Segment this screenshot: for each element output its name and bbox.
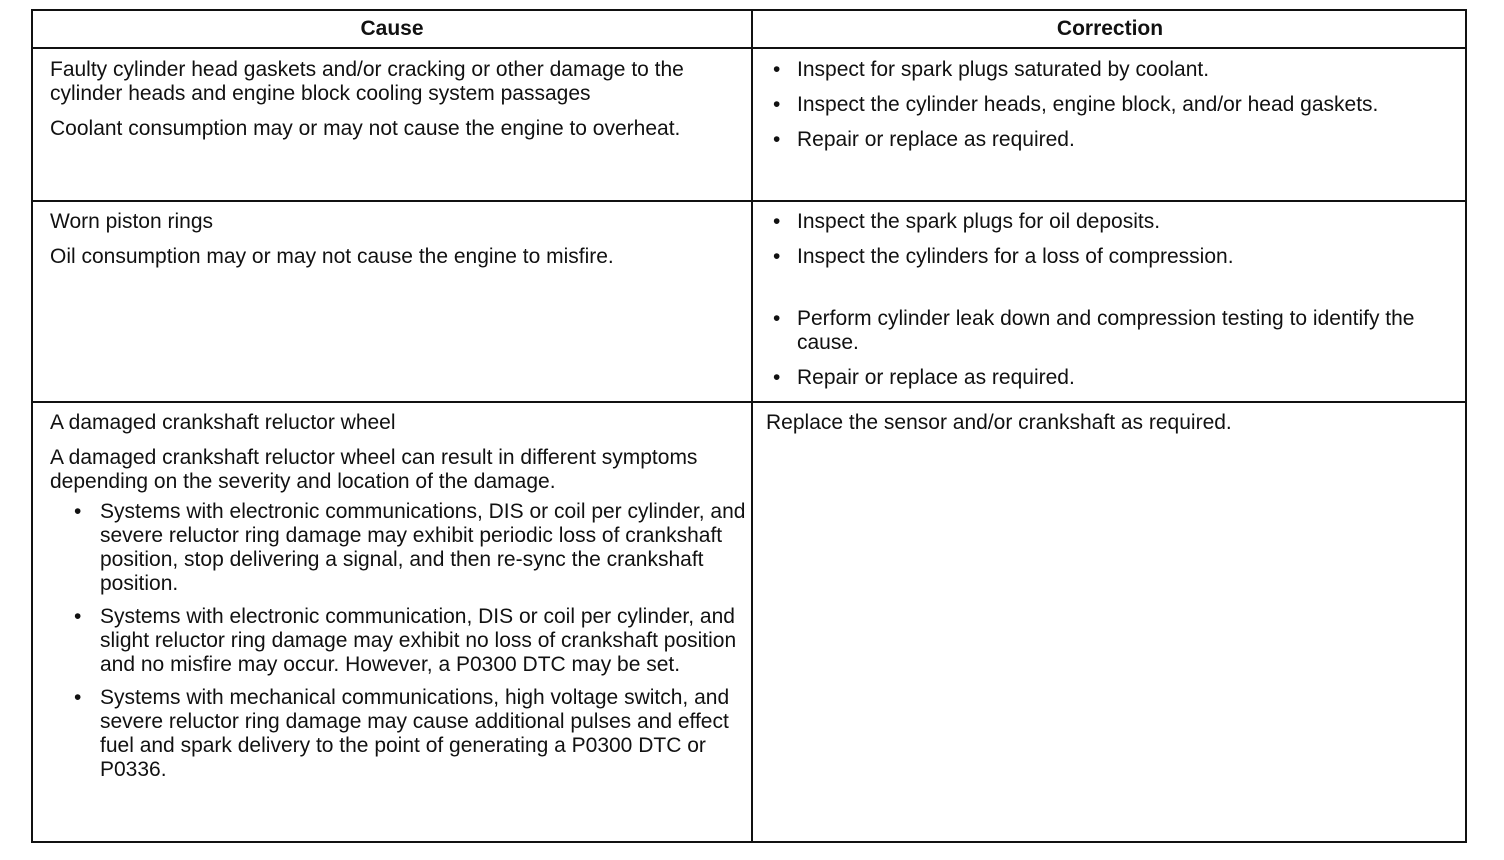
correction-item: • Repair or replace as required. <box>753 128 1433 152</box>
correction-item: • Inspect the spark plugs for oil deposits. <box>753 210 1433 234</box>
cause-text: Worn piston rings <box>50 210 214 233</box>
cause-text: Faulty cylinder head gaskets and/or cracking or other damage to the cylinder heads and engine block cooling system passages <box>50 58 684 105</box>
row-1-cause <box>50 58 750 152</box>
diagnostic-table <box>31 9 1467 843</box>
correction-text: Replace the sensor and/or crankshaft as required. <box>766 411 1232 434</box>
cause-note: A damaged crankshaft reluctor wheel can result in different symptoms depending on the severity and location of the damage. <box>50 446 698 493</box>
cause-header: Cause <box>360 17 424 40</box>
correction-item: • Perform cylinder leak down and compression testing to identify the cause. <box>753 307 1433 355</box>
correction-item: • Repair or replace as required. <box>753 366 1433 390</box>
cause-text: A damaged crankshaft reluctor wheel <box>50 411 396 434</box>
cause-bullet: • Systems with electronic communications, DIS or coil per cylinder, and severe reluctor ring damage may exhibit periodic loss of crankshaft position, stop delivering a signal, and then re-sync the crankshaft position. <box>50 500 750 596</box>
row-2-correction <box>753 210 1433 401</box>
row-divider <box>33 401 1465 403</box>
correction-item: • Inspect for spark plugs saturated by coolant. <box>753 58 1433 82</box>
row-divider <box>33 200 1465 202</box>
row-3-cause <box>50 411 750 782</box>
cause-bullet: • Systems with electronic communication, DIS or coil per cylinder, and slight reluctor ring damage may exhibit no loss of crankshaft position and no misfire may occur. However, a P0300 DTC may be set. <box>50 605 750 677</box>
correction-item: • Inspect the cylinder heads, engine block, and/or head gaskets. <box>753 93 1433 117</box>
correction-item: • Inspect the cylinders for a loss of compression. <box>753 245 1433 269</box>
row-2-cause <box>50 210 750 280</box>
row-3-correction <box>766 411 1446 446</box>
row-1-correction <box>753 58 1433 163</box>
cause-note: Coolant consumption may or may not cause the engine to overheat. <box>50 117 681 140</box>
cause-bullet: • Systems with mechanical communications, high voltage switch, and severe reluctor ring damage may cause additional pulses and effect fuel and spark delivery to the point of generating a P0300 DTC or P0336. <box>50 686 750 782</box>
header-divider <box>33 47 1465 49</box>
correction-header: Correction <box>1056 17 1164 40</box>
cause-note: Oil consumption may or may not cause the engine to misfire. <box>50 245 614 268</box>
